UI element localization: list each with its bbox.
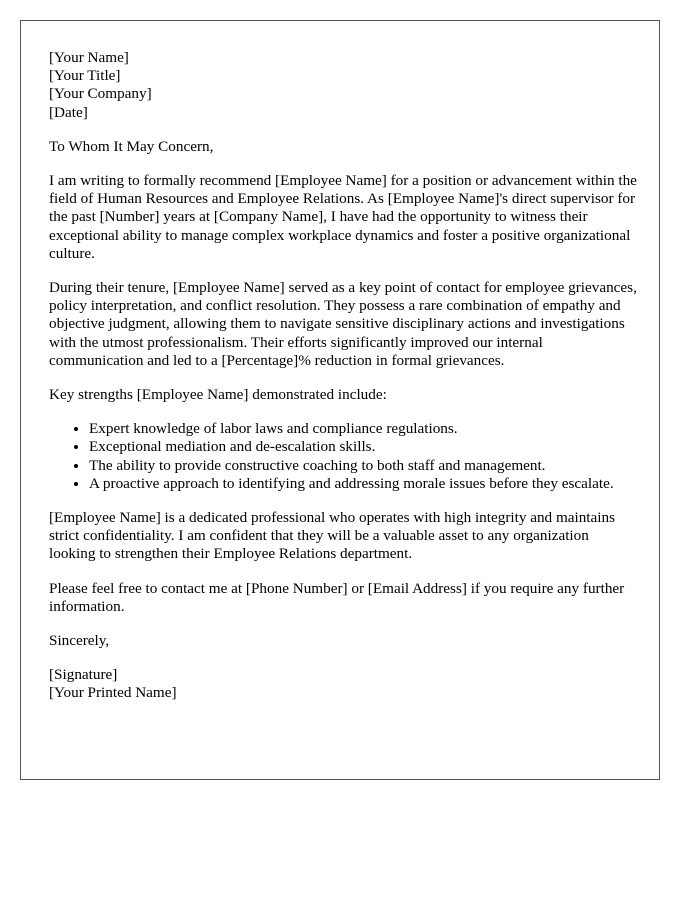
signature-block bbox=[49, 666, 639, 702]
sender-company: [Your Company] bbox=[49, 85, 152, 103]
strength-item: • A proactive approach to identifying and addressing morale issues before they escalate. bbox=[89, 475, 639, 493]
body-paragraph-tenure: During their tenure, [Employee Name] served as a key point of contact for employee grievances, policy interpretation, and conflict resolution. They possess a rare combination of empathy and objective judgment, allowing them to navigate sensitive disciplinary actions and investigations with the utmost professionalism. Their efforts significantly improved our internal communication and led to a [Percentage]% reduction in formal grievances. bbox=[49, 279, 637, 369]
salutation: To Whom It May Concern, bbox=[49, 137, 214, 155]
strength-item: • The ability to provide constructive coaching to both staff and management. bbox=[89, 457, 639, 475]
printed-name: [Your Printed Name] bbox=[49, 684, 177, 702]
strength-item: • Expert knowledge of labor laws and compliance regulations. bbox=[89, 420, 639, 438]
signoff: Sincerely, bbox=[49, 632, 110, 650]
body-paragraph-summary: [Employee Name] is a dedicated professional who operates with high integrity and maintains strict confidentiality. I am confident that they will be a valuable asset to any organization looking to strengthen their Employee Relations department. bbox=[49, 509, 615, 563]
strengths-list bbox=[49, 420, 639, 493]
strengths-intro: Key strengths [Employee Name] demonstrated include: bbox=[49, 386, 387, 404]
letter-document bbox=[20, 20, 660, 780]
sender-block bbox=[49, 49, 639, 122]
signature-line: [Signature] bbox=[49, 666, 118, 684]
strength-item: • Exceptional mediation and de-escalation skills. bbox=[89, 438, 639, 456]
sender-title: [Your Title] bbox=[49, 67, 121, 85]
body-paragraph-contact: Please feel free to contact me at [Phone Number] or [Email Address] if you require any further information. bbox=[49, 579, 625, 615]
body-paragraph-intro: I am writing to formally recommend [Employee Name] for a position or advancement within the field of Human Resources and Employee Relations. As [Employee Name]'s direct supervisor for the past [Number] years at [Company Name], I have had the opportunity to witness their exceptional ability to manage complex workplace dynamics and foster a positive organizational culture. bbox=[49, 172, 637, 262]
sender-name: [Your Name] bbox=[49, 49, 129, 66]
letter-date: [Date] bbox=[49, 103, 88, 121]
